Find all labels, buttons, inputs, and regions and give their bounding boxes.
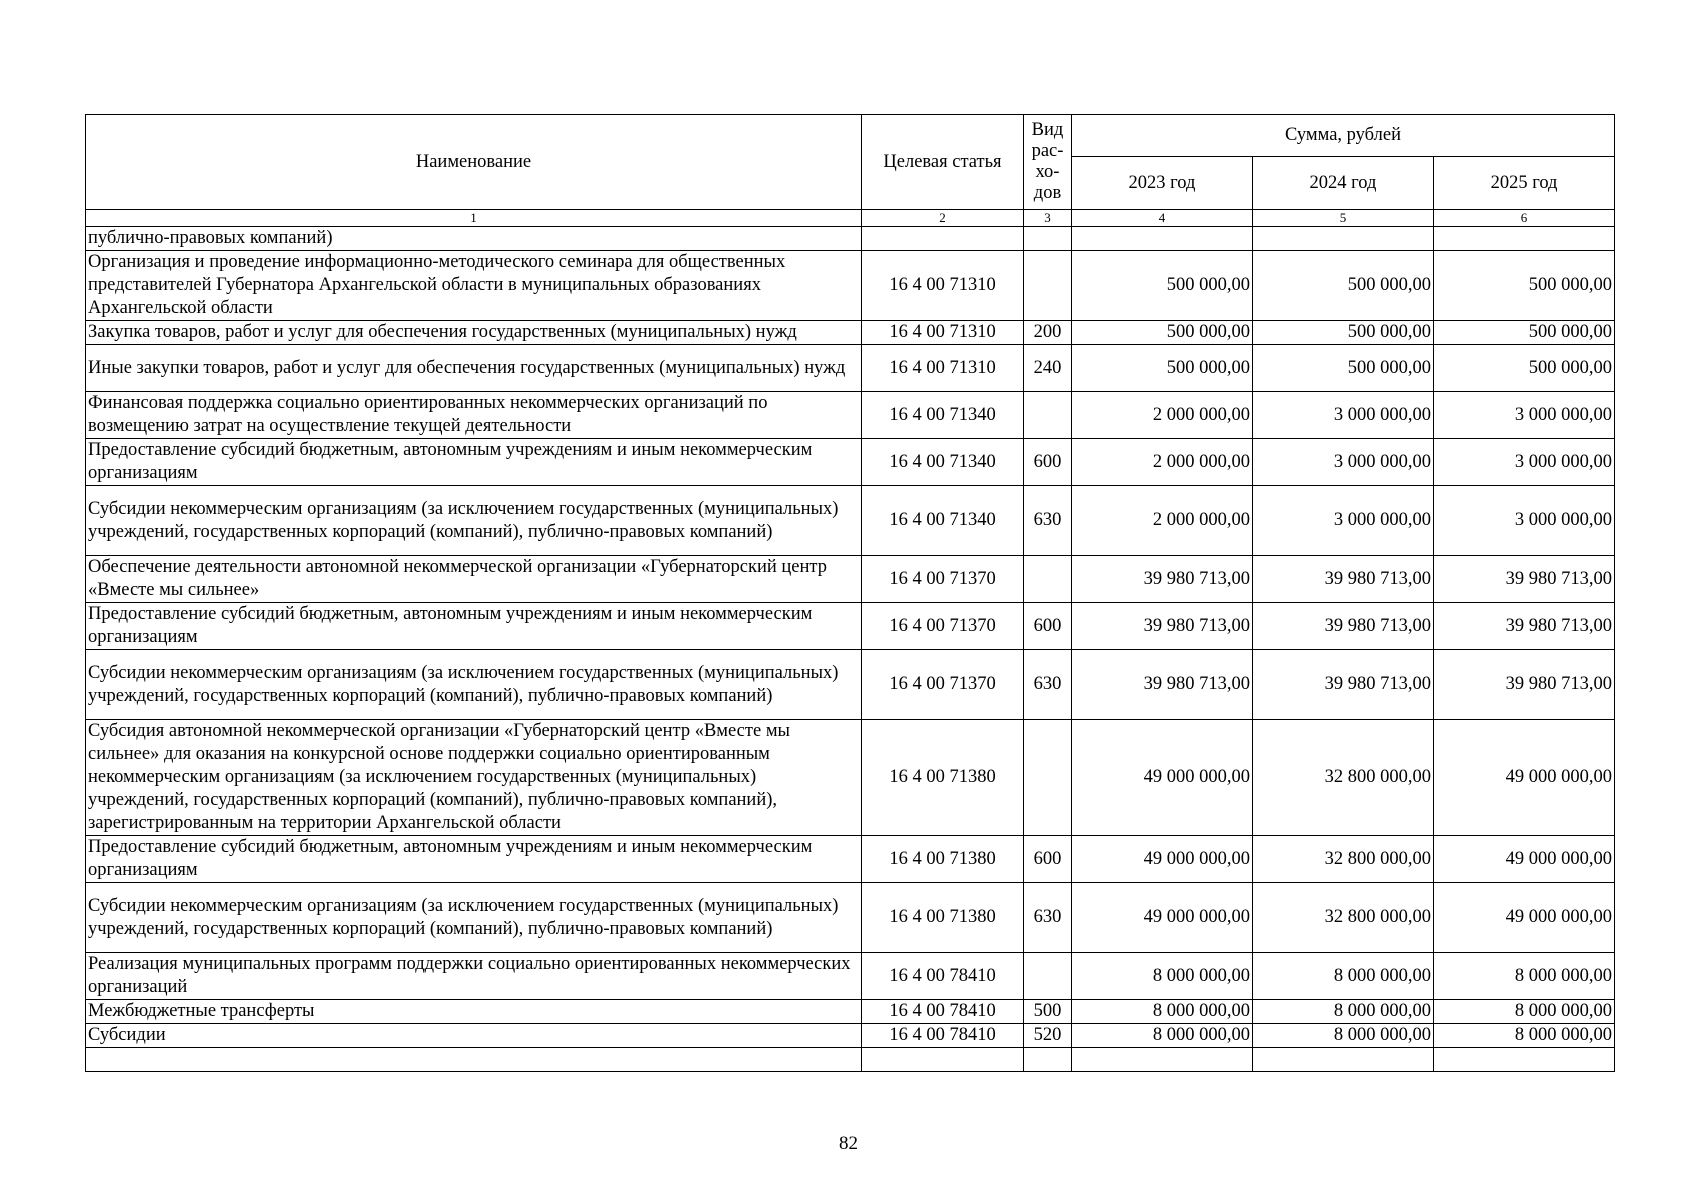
row-sum-2023: 2 000 000,00 (1072, 392, 1253, 439)
row-sum-2023: 8 000 000,00 (1072, 1024, 1253, 1048)
column-numbers-row (86, 210, 1615, 227)
row-sum-2025: 3 000 000,00 (1434, 392, 1615, 439)
header-expense-kind: Вид рас- хо- дов (1024, 115, 1072, 210)
row-name: Организация и проведение информационно-методического семинара для общественных представителей Губернатора Архангельской области в муниципальных образованиях Архангельской области (86, 251, 862, 321)
row-sum-2023: 2 000 000,00 (1072, 486, 1253, 556)
row-name: Субсидии некоммерческим организациям (за исключением государственных (муниципальных) учреждений, государственных корпораций (компаний), публично-правовых компаний) (86, 650, 862, 720)
row-sum-2023: 500 000,00 (1072, 321, 1253, 345)
row-sum-2024 (1253, 227, 1434, 251)
row-sum-2025 (1434, 227, 1615, 251)
row-sum-2025: 49 000 000,00 (1434, 720, 1615, 836)
row-expense-kind (1024, 1048, 1072, 1072)
row-sum-2025: 49 000 000,00 (1434, 883, 1615, 953)
row-sum-2025: 3 000 000,00 (1434, 486, 1615, 556)
header-name: Наименование (86, 115, 862, 210)
row-sum-2023: 8 000 000,00 (1072, 953, 1253, 1000)
row-sum-2023: 8 000 000,00 (1072, 1000, 1253, 1024)
row-name: Субсидия автономной некоммерческой организации «Губернаторский центр «Вместе мы сильнее» для оказания на конкурсной основе поддержки социально ориентированным некоммерческим организациям (за исключением государственных (муниципальных) учреждений, государственных корпораций (компаний), публично-правовых компаний), зарегистрированным на территории Архангельской области (86, 720, 862, 836)
row-target-article: 16 4 00 71370 (862, 556, 1024, 603)
row-sum-2023: 500 000,00 (1072, 345, 1253, 392)
row-sum-2024: 3 000 000,00 (1253, 392, 1434, 439)
row-sum-2024: 32 800 000,00 (1253, 883, 1434, 953)
row-name: Субсидии некоммерческим организациям (за исключением государственных (муниципальных) учреждений, государственных корпораций (компаний), публично-правовых компаний) (86, 883, 862, 953)
row-sum-2025: 3 000 000,00 (1434, 439, 1615, 486)
row-sum-2023: 39 980 713,00 (1072, 650, 1253, 720)
row-sum-2024: 8 000 000,00 (1253, 1024, 1434, 1048)
budget-table (85, 114, 1615, 1072)
row-name: Предоставление субсидий бюджетным, автономным учреждениям и иным некоммерческим организациям (86, 439, 862, 486)
row-expense-kind (1024, 251, 1072, 321)
row-sum-2023: 49 000 000,00 (1072, 883, 1253, 953)
row-sum-2023 (1072, 1048, 1253, 1072)
column-number: 6 (1434, 210, 1615, 227)
row-sum-2025: 8 000 000,00 (1434, 1000, 1615, 1024)
row-sum-2024: 32 800 000,00 (1253, 836, 1434, 883)
column-number: 3 (1024, 210, 1072, 227)
table-row (86, 603, 1615, 650)
row-sum-2024: 500 000,00 (1253, 321, 1434, 345)
row-sum-2024: 39 980 713,00 (1253, 556, 1434, 603)
row-target-article (862, 1048, 1024, 1072)
header-sum-title: Сумма, рублей (1072, 115, 1615, 157)
column-number: 2 (862, 210, 1024, 227)
row-sum-2025: 49 000 000,00 (1434, 836, 1615, 883)
row-name: Обеспечение деятельности автономной некоммерческой организации «Губернаторский центр «Вместе мы сильнее» (86, 556, 862, 603)
row-sum-2023: 49 000 000,00 (1072, 836, 1253, 883)
table-row (86, 1048, 1615, 1072)
row-expense-kind (1024, 227, 1072, 251)
row-sum-2023: 2 000 000,00 (1072, 439, 1253, 486)
column-number: 5 (1253, 210, 1434, 227)
row-target-article: 16 4 00 78410 (862, 953, 1024, 1000)
row-expense-kind: 630 (1024, 883, 1072, 953)
table-row (86, 953, 1615, 1000)
row-target-article: 16 4 00 71340 (862, 486, 1024, 556)
row-sum-2025: 500 000,00 (1434, 345, 1615, 392)
header-target-article: Целевая статья (862, 115, 1024, 210)
table-row (86, 486, 1615, 556)
row-expense-kind: 200 (1024, 321, 1072, 345)
row-sum-2024: 8 000 000,00 (1253, 1000, 1434, 1024)
header-year-2023: 2023 год (1072, 157, 1253, 210)
row-expense-kind (1024, 720, 1072, 836)
row-name: Реализация муниципальных программ поддержки социально ориентированных некоммерческих организаций (86, 953, 862, 1000)
table-row (86, 251, 1615, 321)
row-target-article: 16 4 00 71310 (862, 321, 1024, 345)
table-row (86, 1000, 1615, 1024)
row-expense-kind (1024, 953, 1072, 1000)
row-target-article: 16 4 00 78410 (862, 1024, 1024, 1048)
column-number: 4 (1072, 210, 1253, 227)
table-row (86, 650, 1615, 720)
row-expense-kind (1024, 556, 1072, 603)
row-sum-2024: 8 000 000,00 (1253, 953, 1434, 1000)
row-expense-kind: 520 (1024, 1024, 1072, 1048)
row-sum-2023: 39 980 713,00 (1072, 603, 1253, 650)
row-target-article: 16 4 00 71380 (862, 836, 1024, 883)
row-expense-kind: 630 (1024, 486, 1072, 556)
row-sum-2024: 500 000,00 (1253, 251, 1434, 321)
row-target-article: 16 4 00 71380 (862, 883, 1024, 953)
table-row (86, 1024, 1615, 1048)
page-number: 82 (839, 1133, 858, 1154)
row-sum-2025: 39 980 713,00 (1434, 603, 1615, 650)
row-sum-2025: 8 000 000,00 (1434, 1024, 1615, 1048)
row-sum-2023: 500 000,00 (1072, 251, 1253, 321)
row-expense-kind: 600 (1024, 836, 1072, 883)
row-sum-2024: 39 980 713,00 (1253, 650, 1434, 720)
column-number: 1 (86, 210, 862, 227)
row-expense-kind: 500 (1024, 1000, 1072, 1024)
row-target-article: 16 4 00 71310 (862, 251, 1024, 321)
row-expense-kind: 630 (1024, 650, 1072, 720)
row-sum-2024 (1253, 1048, 1434, 1072)
row-name (86, 1048, 862, 1072)
row-sum-2024: 32 800 000,00 (1253, 720, 1434, 836)
row-name: Иные закупки товаров, работ и услуг для обеспечения государственных (муниципальных) нужд (86, 345, 862, 392)
row-sum-2025: 500 000,00 (1434, 321, 1615, 345)
row-sum-2024: 500 000,00 (1253, 345, 1434, 392)
table-row (86, 392, 1615, 439)
row-name: Предоставление субсидий бюджетным, автономным учреждениям и иным некоммерческим организациям (86, 836, 862, 883)
row-target-article: 16 4 00 71340 (862, 392, 1024, 439)
table-row (86, 227, 1615, 251)
row-target-article: 16 4 00 71310 (862, 345, 1024, 392)
row-target-article: 16 4 00 71380 (862, 720, 1024, 836)
row-name: публично-правовых компаний) (86, 227, 862, 251)
row-target-article: 16 4 00 78410 (862, 1000, 1024, 1024)
row-sum-2025: 39 980 713,00 (1434, 650, 1615, 720)
row-name: Предоставление субсидий бюджетным, автономным учреждениям и иным некоммерческим организациям (86, 603, 862, 650)
row-sum-2023 (1072, 227, 1253, 251)
row-target-article: 16 4 00 71370 (862, 603, 1024, 650)
row-sum-2024: 3 000 000,00 (1253, 439, 1434, 486)
row-sum-2025: 8 000 000,00 (1434, 953, 1615, 1000)
row-expense-kind (1024, 392, 1072, 439)
table-row (86, 321, 1615, 345)
row-sum-2023: 39 980 713,00 (1072, 556, 1253, 603)
row-target-article: 16 4 00 71370 (862, 650, 1024, 720)
row-sum-2025: 39 980 713,00 (1434, 556, 1615, 603)
row-name: Субсидии некоммерческим организациям (за исключением государственных (муниципальных) учреждений, государственных корпораций (компаний), публично-правовых компаний) (86, 486, 862, 556)
row-sum-2025 (1434, 1048, 1615, 1072)
row-sum-2023: 49 000 000,00 (1072, 720, 1253, 836)
row-sum-2025: 500 000,00 (1434, 251, 1615, 321)
row-name: Финансовая поддержка социально ориентированных некоммерческих организаций по возмещению затрат на осуществление текущей деятельности (86, 392, 862, 439)
row-expense-kind: 240 (1024, 345, 1072, 392)
table-row (86, 439, 1615, 486)
row-sum-2024: 3 000 000,00 (1253, 486, 1434, 556)
table-row (86, 836, 1615, 883)
row-name: Субсидии (86, 1024, 862, 1048)
header-year-2024: 2024 год (1253, 157, 1434, 210)
table-row (86, 345, 1615, 392)
header-year-2025: 2025 год (1434, 157, 1615, 210)
table-row (86, 556, 1615, 603)
table-row (86, 883, 1615, 953)
row-expense-kind: 600 (1024, 603, 1072, 650)
table-row (86, 720, 1615, 836)
row-target-article: 16 4 00 71340 (862, 439, 1024, 486)
row-name: Закупка товаров, работ и услуг для обеспечения государственных (муниципальных) нужд (86, 321, 862, 345)
row-target-article (862, 227, 1024, 251)
row-name: Межбюджетные трансферты (86, 1000, 862, 1024)
row-expense-kind: 600 (1024, 439, 1072, 486)
row-sum-2024: 39 980 713,00 (1253, 603, 1434, 650)
